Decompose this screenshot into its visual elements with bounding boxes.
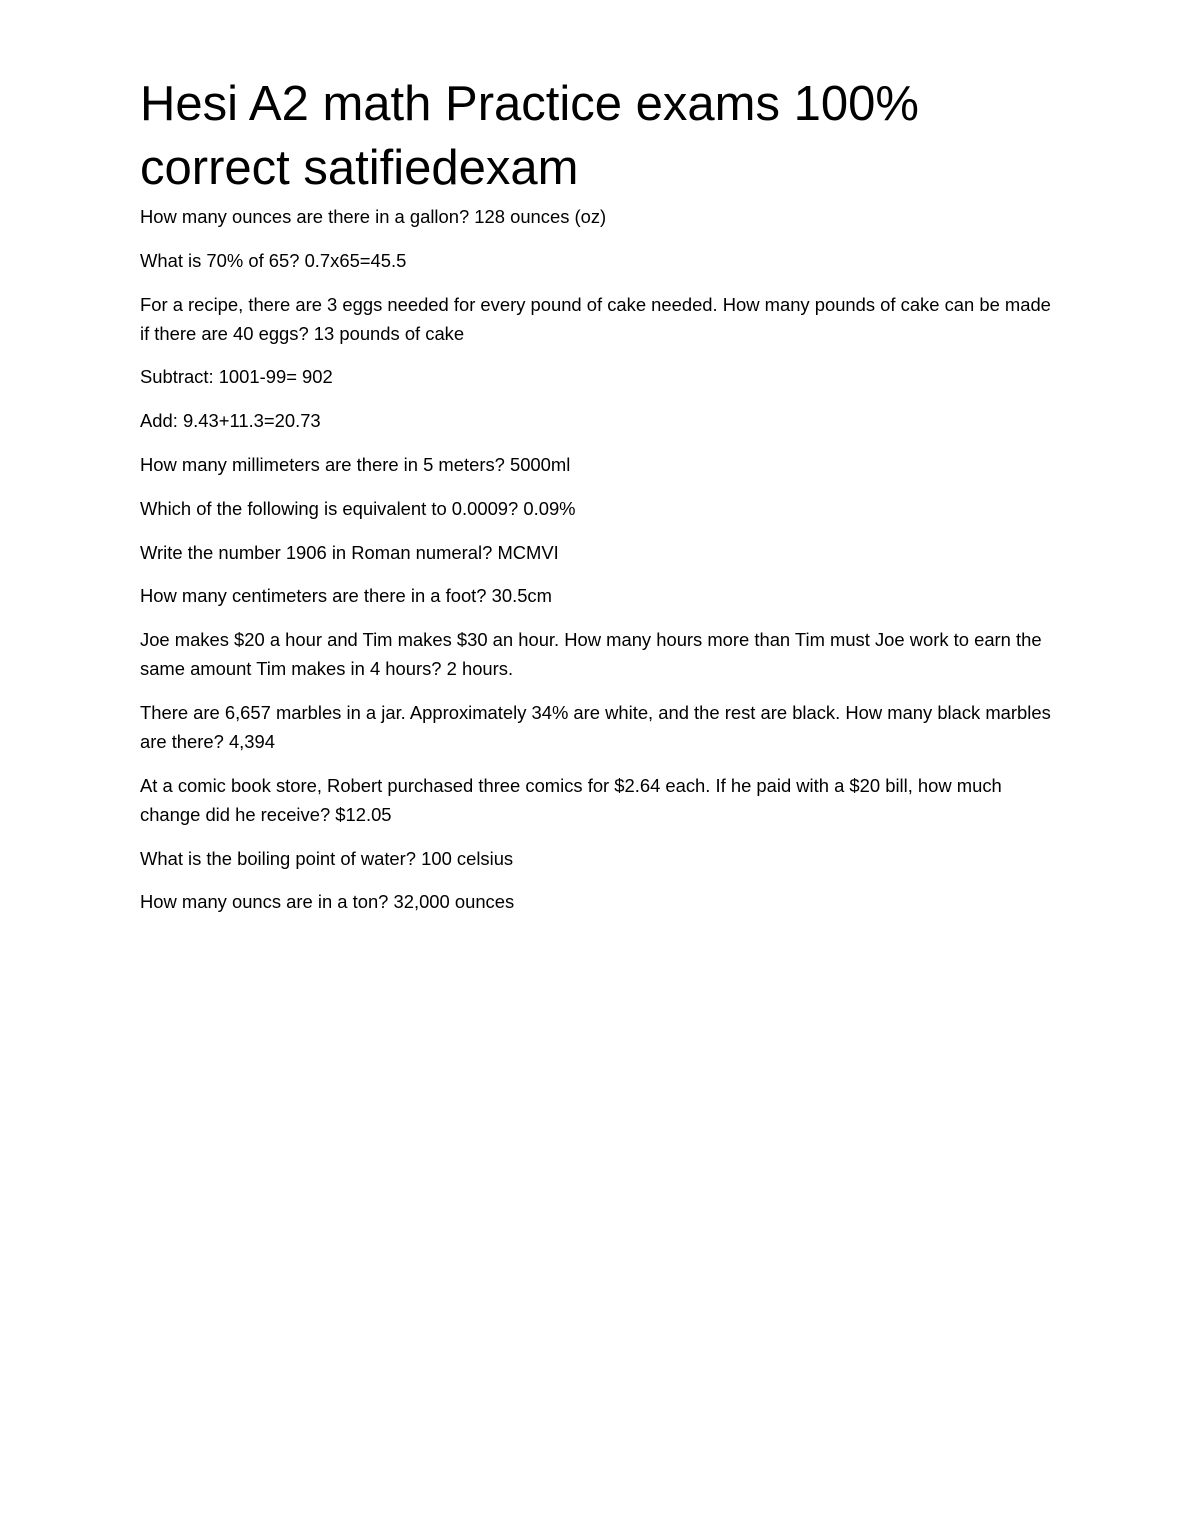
question-answer-item: Subtract: 1001-99= 902 — [140, 366, 333, 388]
question-answer-item: There are 6,657 marbles in a jar. Approximately 34% are white, and the rest are black. How many black marbles are there? 4,394 — [140, 701, 1051, 752]
question-answer-list — [140, 202, 1055, 931]
question-answer-item: How many centimeters are there in a foot? 30.5cm — [140, 585, 552, 607]
question-answer-item: What is 70% of 65? 0.7x65=45.5 — [140, 249, 407, 271]
question-answer-item: Which of the following is equivalent to 0.0009? 0.09% — [140, 497, 576, 519]
question-answer-item: What is the boiling point of water? 100 celsius — [140, 847, 514, 869]
question-answer-item: Write the number 1906 in Roman numeral? MCMVI — [140, 541, 559, 563]
question-answer-item: For a recipe, there are 3 eggs needed for every pound of cake needed. How many pounds of cake can be made if there are 40 eggs? 13 pounds of cake — [140, 293, 1051, 344]
question-answer-item: Joe makes $20 a hour and Tim makes $30 an hour. How many hours more than Tim must Joe work to earn the same amount Tim makes in 4 hours? 2 hours. — [140, 629, 1042, 680]
document-title: Hesi A2 math Practice exams 100% correct satifiedexam — [140, 77, 919, 195]
question-answer-item: How many ouncs are in a ton? 32,000 ounces — [140, 891, 515, 913]
question-answer-item: Add: 9.43+11.3=20.73 — [140, 410, 321, 432]
question-answer-item: How many millimeters are there in 5 meters? 5000ml — [140, 453, 571, 475]
question-answer-item: How many ounces are there in a gallon? 128 ounces (oz) — [140, 206, 607, 227]
question-answer-item: At a comic book store, Robert purchased three comics for $2.64 each. If he paid with a $20 bill, how much change did he receive? $12.05 — [140, 774, 1002, 825]
